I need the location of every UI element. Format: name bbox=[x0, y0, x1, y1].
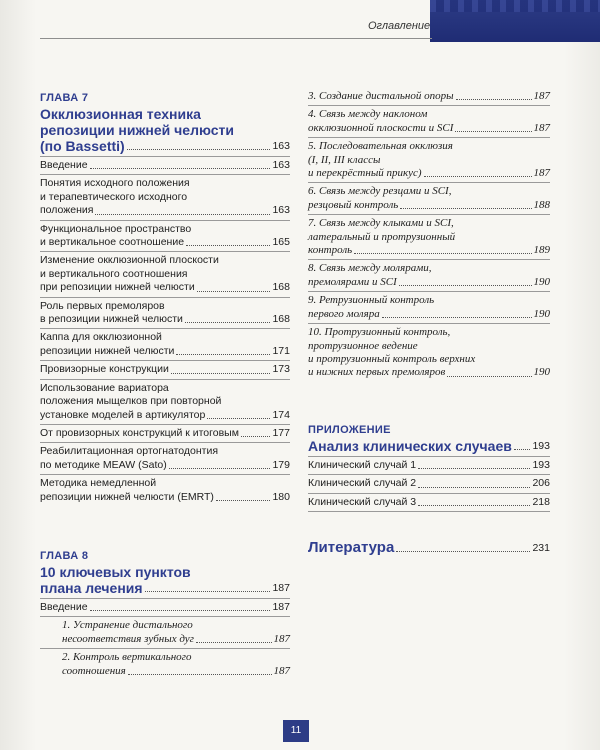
toc-entry-text: протрузионное ведение bbox=[308, 339, 418, 352]
toc-page-number: 165 bbox=[272, 236, 290, 249]
toc-entry-text: установке моделей в артикулятор bbox=[40, 408, 206, 421]
toc-entry-text: 10. Протрузионный контроль, bbox=[308, 326, 451, 339]
toc-page-number: 189 bbox=[533, 244, 550, 257]
toc-entry[interactable] bbox=[308, 496, 550, 509]
toc-entry-text: при репозиции нижней челюсти bbox=[40, 281, 195, 294]
toc-entry-text: и нижних первых премоляров bbox=[308, 366, 446, 379]
literature-title: Литература bbox=[308, 538, 395, 556]
chapter7-title-line: Окклюзионная техника bbox=[40, 106, 201, 122]
toc-page-number: 187 bbox=[533, 90, 550, 102]
header-color-bar bbox=[430, 0, 600, 42]
toc-page-number: 193 bbox=[532, 458, 550, 471]
toc-entry[interactable] bbox=[40, 236, 290, 249]
toc-page-number: 168 bbox=[272, 281, 290, 294]
toc-page-number: 163 bbox=[272, 159, 290, 171]
toc-page-number: 168 bbox=[272, 313, 290, 326]
toc-entry-text: и перекрёстный прикус) bbox=[308, 167, 422, 180]
toc-entry-text: окклюзионной плоскости и SCI bbox=[308, 121, 454, 134]
running-header: Оглавление bbox=[368, 20, 431, 32]
toc-entry[interactable] bbox=[40, 204, 290, 217]
toc-entry[interactable] bbox=[308, 199, 550, 212]
chapter7-label: ГЛАВА 7 bbox=[40, 92, 89, 104]
toc-entry-text: Каппа для окклюзионной bbox=[40, 331, 162, 344]
header-rule bbox=[40, 38, 432, 39]
chapter7-title-page: 163 bbox=[272, 140, 290, 152]
toc-entry-text: (I, II, III классы bbox=[308, 153, 381, 166]
toc-entry-text: От провизорных конструкций к итоговым bbox=[40, 426, 239, 439]
toc-entry-text: Роль первых премоляров bbox=[40, 299, 165, 312]
toc-entry-text: Клинический случай 3 bbox=[308, 495, 417, 508]
appendix-label: ПРИЛОЖЕНИЕ bbox=[308, 423, 391, 436]
toc-entry-text: и вертикального соотношения bbox=[40, 267, 188, 280]
toc-page-number: 179 bbox=[272, 458, 290, 471]
toc-entry-text: Изменение окклюзионной плоскости bbox=[40, 254, 219, 267]
toc-entry-text: 1. Устранение дистального bbox=[62, 619, 193, 632]
toc-page-number: 188 bbox=[533, 198, 550, 211]
appendix-title-page: 193 bbox=[532, 439, 550, 452]
toc-page-number: 190 bbox=[533, 307, 550, 320]
toc-page-number: 187 bbox=[533, 167, 550, 180]
toc-entry[interactable] bbox=[308, 167, 550, 180]
toc-entry-text: 4. Связь между наклоном bbox=[308, 108, 428, 121]
toc-page-number: 206 bbox=[532, 477, 550, 490]
toc-entry-text: положения мыщелков при повторной bbox=[40, 395, 222, 408]
toc-entry-text: контроль bbox=[308, 244, 353, 257]
toc-page-number: 180 bbox=[272, 490, 290, 503]
toc-entry[interactable] bbox=[308, 122, 550, 135]
toc-entry-text: Реабилитационная ортогнатодонтия bbox=[40, 445, 219, 458]
toc-entry[interactable] bbox=[308, 459, 550, 472]
toc-entry-text: соотношения bbox=[62, 664, 126, 677]
toc-entry-text: по методике MEAW (Sato) bbox=[40, 458, 167, 471]
toc-entry-text: 7. Связь между клыками и SCI, bbox=[308, 217, 454, 230]
toc-entry-text: Провизорные конструкции bbox=[40, 363, 169, 376]
toc-entry[interactable] bbox=[40, 427, 290, 440]
toc-entry-text: Введение bbox=[40, 159, 88, 171]
appendix-title-entry[interactable] bbox=[308, 438, 550, 454]
toc-entry-text: Использование вариатора bbox=[40, 381, 169, 394]
toc-entry[interactable] bbox=[40, 633, 290, 646]
toc-entry-text: Понятия исходного положения bbox=[40, 177, 190, 190]
toc-entry[interactable] bbox=[40, 491, 290, 504]
toc-entry[interactable] bbox=[40, 159, 290, 172]
toc-entry-text: и протрузионный контроль верхних bbox=[308, 352, 476, 365]
toc-page-number: 190 bbox=[533, 275, 550, 288]
right-column bbox=[308, 90, 550, 556]
toc-entry-text: и вертикальное соотношение bbox=[40, 236, 185, 249]
toc-entry-text: 6. Связь между резцами и SCI, bbox=[308, 185, 452, 198]
toc-entry-text: репозиции нижней челюсти bbox=[40, 344, 175, 357]
chapter8-title-page: 187 bbox=[272, 581, 290, 594]
toc-page-number: 218 bbox=[532, 495, 550, 508]
toc-entry[interactable] bbox=[308, 244, 550, 257]
toc-page-number: 187 bbox=[533, 121, 550, 134]
toc-entry[interactable] bbox=[308, 477, 550, 490]
toc-entry[interactable] bbox=[40, 313, 290, 326]
toc-entry[interactable] bbox=[308, 308, 550, 321]
page-number-badge: 11 bbox=[283, 720, 309, 742]
toc-entry[interactable] bbox=[308, 276, 550, 289]
chapter8-title-entry[interactable] bbox=[40, 580, 290, 596]
literature-entry[interactable] bbox=[308, 540, 550, 556]
appendix-title: Анализ клинических случаев bbox=[308, 437, 512, 454]
toc-entry-text: 5. Последовательная окклюзия bbox=[308, 140, 453, 153]
chapter8-label: ГЛАВА 8 bbox=[40, 549, 89, 562]
toc-entry-text: резцовый контроль bbox=[308, 198, 399, 211]
toc-entry-text: в репозиции нижней челюсти bbox=[40, 313, 183, 326]
left-column bbox=[40, 92, 290, 678]
toc-page-number: 187 bbox=[273, 632, 290, 645]
toc-entry-text: латеральный и протрузионный bbox=[308, 230, 456, 243]
toc-entry-text: 3. Создание дистальной опоры bbox=[308, 90, 454, 102]
toc-entry-text: премолярами и SCI bbox=[308, 275, 397, 288]
toc-entry[interactable] bbox=[40, 409, 290, 422]
toc-entry[interactable] bbox=[40, 665, 290, 678]
chapter7-title-line: репозиции нижней челюсти bbox=[40, 122, 234, 138]
toc-entry[interactable] bbox=[308, 366, 550, 379]
toc-entry-text: Функциональное пространство bbox=[40, 222, 192, 235]
toc-entry[interactable] bbox=[40, 345, 290, 358]
toc-entry[interactable] bbox=[308, 90, 550, 103]
toc-entry-text: первого моляра bbox=[308, 307, 380, 320]
literature-page: 231 bbox=[532, 541, 550, 554]
toc-entry-text: 2. Контроль вертикального bbox=[62, 651, 192, 664]
toc-entry-text: 8. Связь между молярами, bbox=[308, 262, 432, 275]
toc-entry-text: несоответствия зубных дуг bbox=[62, 632, 194, 645]
toc-entry[interactable] bbox=[40, 459, 290, 472]
toc-page-number: 187 bbox=[272, 600, 290, 613]
toc-page-number: 163 bbox=[272, 204, 290, 217]
toc-entry-text: Введение bbox=[40, 600, 88, 613]
toc-entry[interactable] bbox=[40, 281, 290, 294]
toc-entry-text: Клинический случай 2 bbox=[308, 477, 417, 490]
chapter7-title-line: (по Bassetti) bbox=[40, 138, 125, 154]
toc-entry-text: и терапевтического исходного bbox=[40, 190, 188, 203]
toc-page-number: 187 bbox=[273, 664, 290, 677]
chapter8-title-line: плана лечения bbox=[40, 579, 143, 596]
chapter8-title-line: 10 ключевых пунктов bbox=[40, 563, 191, 580]
toc-page-number: 177 bbox=[272, 426, 290, 439]
toc-page-number: 171 bbox=[272, 344, 290, 357]
toc-page-number: 190 bbox=[533, 366, 550, 379]
toc-entry-text: Клинический случай 1 bbox=[308, 458, 417, 471]
toc-page-number: 173 bbox=[272, 363, 290, 376]
toc-entry-text: 9. Ретрузионный контроль bbox=[308, 294, 435, 307]
toc-entry-text: положения bbox=[40, 204, 94, 217]
toc-page-number: 174 bbox=[272, 408, 290, 421]
chapter7-title-entry[interactable] bbox=[40, 138, 290, 154]
toc-entry-text: Методика немедленной bbox=[40, 477, 157, 490]
toc-entry[interactable] bbox=[40, 363, 290, 376]
toc-entry[interactable] bbox=[40, 601, 290, 614]
toc-entry-text: репозиции нижней челюсти (EMRT) bbox=[40, 490, 214, 503]
